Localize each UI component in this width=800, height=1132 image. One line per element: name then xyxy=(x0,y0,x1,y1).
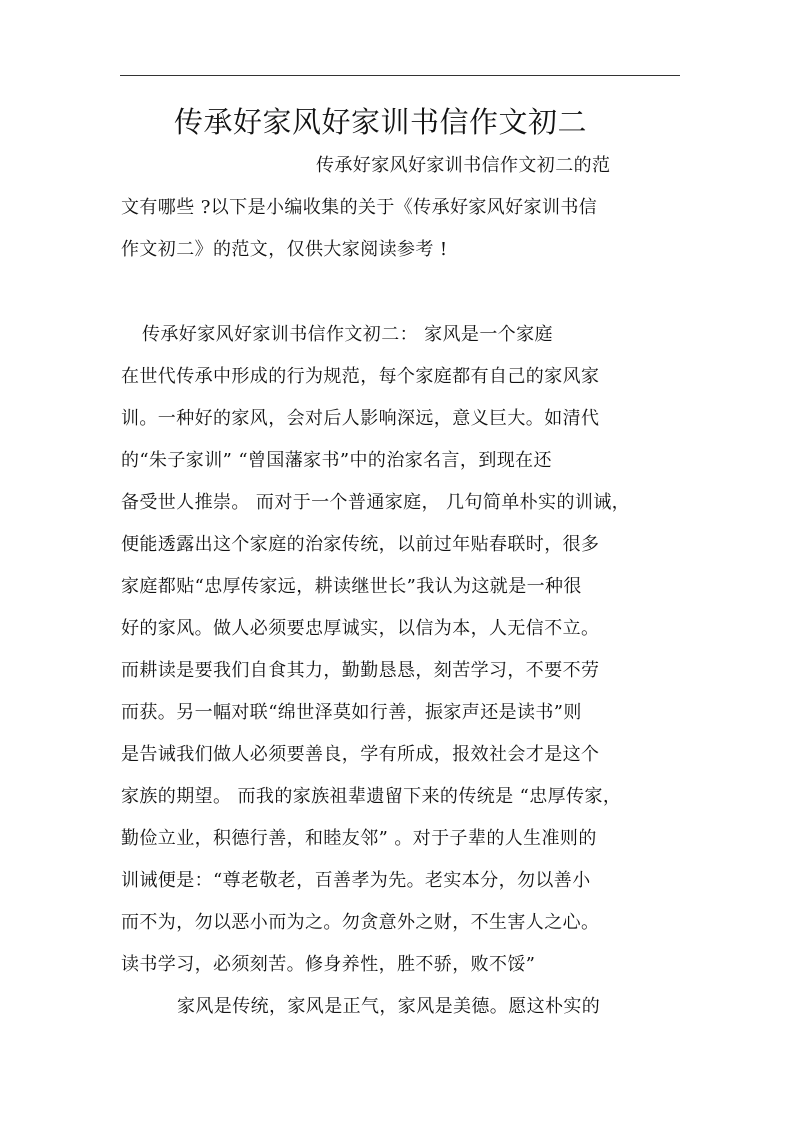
intro-line-3: 作文初二》的范文，仅供大家阅读参考 ! xyxy=(121,239,448,260)
body-line: 训。一种好的家风，会对后人影响深远，意义巨大。如清代 xyxy=(121,408,600,429)
body-line: 的“朱子家训” “曾国藩家书”中的治家名言，到现在还 xyxy=(121,450,552,471)
body-line: 便能透露出这个家庭的治家传统，以前过年贴春联时，很多 xyxy=(121,534,600,555)
body-line: 而不为，勿以恶小而为之。勿贪意外之财，不生害人之心。 xyxy=(121,912,600,933)
body-line: 好的家风。做人必须要忠厚诚实，以信为本，人无信不立。 xyxy=(121,618,600,639)
body-line: 读书学习，必须刻苦。修身养性，胜不骄，败不馁” xyxy=(121,954,536,975)
header-rule xyxy=(120,75,680,76)
body-line: 在世代传承中形成的行为规范，每个家庭都有自己的家风家 xyxy=(121,366,600,387)
body-line: 是告诫我们做人必须要善良，学有所成，报效社会才是这个 xyxy=(121,744,600,765)
body-line: 家族的期望。 而我的家族祖辈遗留下来的传统是 “忠厚传家， xyxy=(121,786,622,807)
body-line: 备受世人推崇。 而对于一个普通家庭， 几句简单朴实的训诫， xyxy=(121,492,631,513)
body-line: 而获。另一幅对联“绵世泽莫如行善，振家声还是读书”则 xyxy=(121,702,582,723)
body-line: 勤俭立业，积德行善，和睦友邻” 。对于子辈的人生准则的 xyxy=(121,828,597,849)
body-line: 训诫便是：“尊老敬老，百善孝为先。老实本分，勿以善小 xyxy=(121,870,591,891)
body-line: 而耕读是要我们自食其力，勤勤恳恳，刻苦学习，不要不劳 xyxy=(121,660,600,681)
body-line: 传承好家风好家训书信作文初二： 家风是一个家庭 xyxy=(142,324,553,345)
document-title: 传承好家风好家训书信作文初二 xyxy=(174,105,588,139)
intro-line-2: 文有哪些 ?以下是小编收集的关于《传承好家风好家训书信 xyxy=(121,197,598,218)
intro-line-1: 传承好家风好家训书信作文初二的范 xyxy=(316,155,611,176)
body-line: 家风是传统，家风是正气，家风是美德。愿这朴实的 xyxy=(177,996,601,1017)
body-line: 家庭都贴“忠厚传家远，耕读继世长”我认为这就是一种很 xyxy=(121,576,582,597)
